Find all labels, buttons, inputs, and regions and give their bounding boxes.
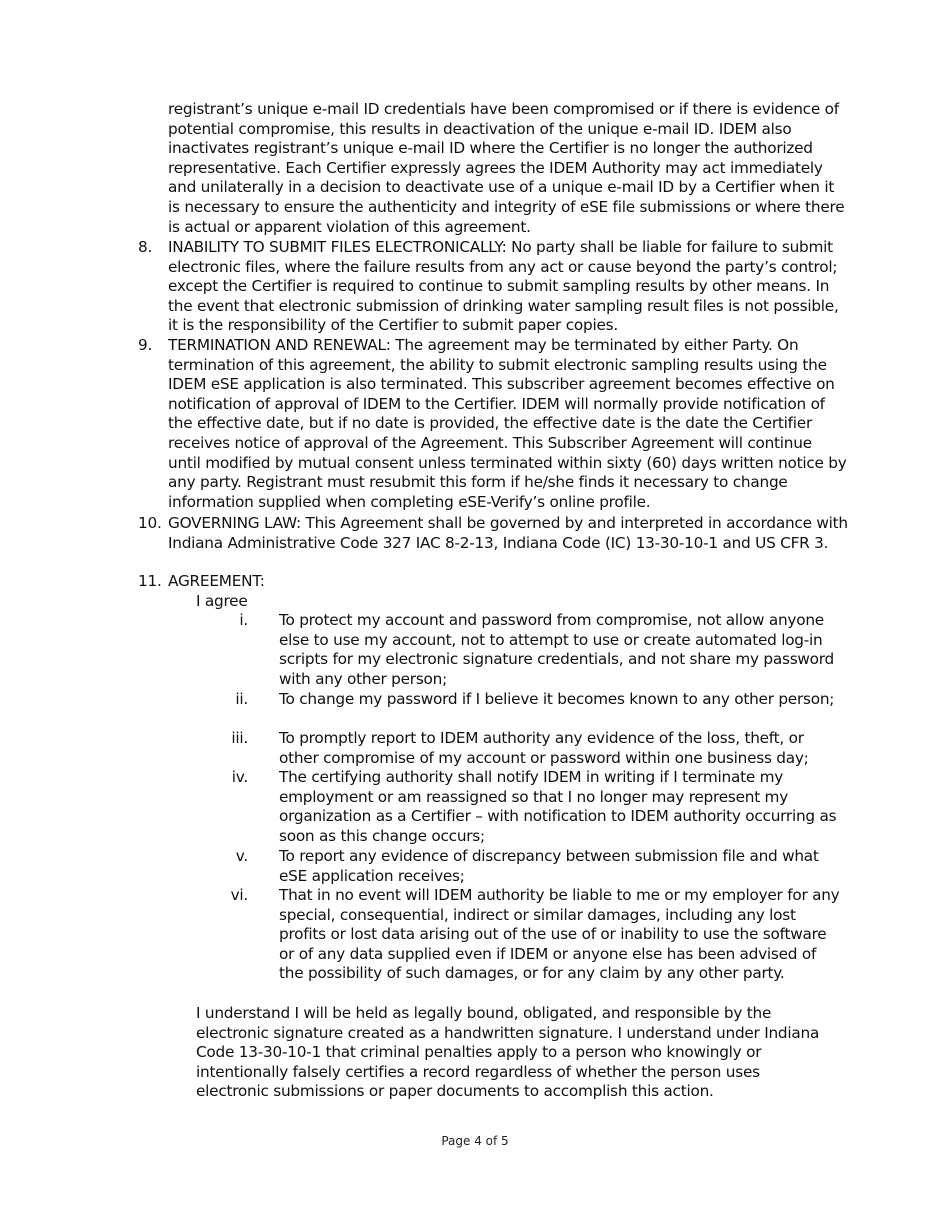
agree-item-v xyxy=(220,847,840,886)
list-number: 9. xyxy=(138,336,153,354)
agree-intro: I agree xyxy=(196,592,248,610)
agree-text: That in no event will IDEM authority be liable to me or my employer for any special, consequential, indirect or similar damages, including any lost profits or lost data arising out of the use of or inability to use the software or of any data supplied even if IDEM or anyone else has been advised of the possibility of such damages, or for any claim by any other party. xyxy=(279,886,840,983)
agree-item-iv xyxy=(220,768,840,846)
list-text: AGREEMENT: xyxy=(168,572,265,590)
list-text: GOVERNING LAW: This Agreement shall be governed by and interpreted in accordance with Indiana Administrative Code 327 IAC 8-2-13, Indiana Code (IC) 13-30-10-1 and US CFR 3. xyxy=(168,514,848,552)
roman-number: iv. xyxy=(231,768,248,786)
list-item-11 xyxy=(138,572,848,592)
list-number: 8. xyxy=(138,238,153,256)
roman-number: i. xyxy=(239,611,248,629)
agree-text: The certifying authority shall notify IDEM in writing if I terminate my employment or am reassigned so that I no longer may represent my organization as a Certifier – with notification to IDEM authority occurring as soon as this change occurs; xyxy=(279,768,837,845)
roman-number: v. xyxy=(235,847,248,865)
list-text: INABILITY TO SUBMIT FILES ELECTRONICALLY: No party shall be liable for failure to submit electronic files, where the failure results from any act or cause beyond the party’s control; except the Certifier is required to continue to submit sampling results by other means. In the event that electronic submission of drinking water sampling result files is not possible, it is the responsibility of the Certifier to submit paper copies. xyxy=(168,238,839,335)
agree-text: To promptly report to IDEM authority any evidence of the loss, theft, or other compromise of my account or password within one business day; xyxy=(279,729,809,767)
list-item-9 xyxy=(138,336,848,512)
closing-paragraph: I understand I will be held as legally bound, obligated, and responsible by the electronic signature created as a handwritten signature. I understand under Indiana Code 13-30-10-1 that criminal penalties apply to a person who knowingly or intentionally falsely certifies a record regardless of whether the person uses electronic submissions or paper documents to accomplish this action. xyxy=(196,1004,820,1101)
continuation-paragraph: registrant’s unique e-mail ID credentials have been compromised or if there is evidence of potential compromise, this results in deactivation of the unique e-mail ID. IDEM also inactivates registrant’s unique e-mail ID where the Certifier is no longer the authorized representative. Each Certifier expressly agrees the IDEM Authority may act immediately and unilaterally in a decision to deactivate use of a unique e-mail ID by a Certifier when it is necessary to ensure the authenticity and integrity of eSE file submissions or where there is actual or apparent violation of this agreement. xyxy=(168,100,845,236)
page-number-footer: Page 4 of 5 xyxy=(441,1134,509,1148)
agree-text: To change my password if I believe it becomes known to any other person; xyxy=(279,690,835,708)
list-item-10 xyxy=(138,514,848,553)
roman-number: ii. xyxy=(235,690,248,708)
list-text: TERMINATION AND RENEWAL: The agreement may be terminated by either Party. On termination of this agreement, the ability to submit electronic sampling results using the IDEM eSE application is also terminated. This subscriber agreement becomes effective on notification of approval of IDEM to the Certifier. IDEM will normally provide notification of the effective date, but if no date is provided, the effective date is the date the Certifier receives notice of approval of the Agreement. This Subscriber Agreement will continue until modified by mutual consent unless terminated within sixty (60) days written notice by any party. Registrant must resubmit this form if he/she finds it necessary to change information supplied when completing eSE-Verify’s online profile. xyxy=(168,336,847,511)
roman-number: vi. xyxy=(230,886,248,904)
agree-item-ii xyxy=(220,690,840,710)
list-item-8 xyxy=(138,238,848,336)
list-number: 11. xyxy=(138,572,162,590)
list-number: 10. xyxy=(138,514,162,532)
agree-item-vi xyxy=(220,886,840,984)
agree-item-i xyxy=(220,611,840,689)
roman-number: iii. xyxy=(231,729,248,747)
agree-text: To report any evidence of discrepancy between submission file and what eSE application receives; xyxy=(279,847,819,885)
agree-item-iii xyxy=(220,729,840,768)
agree-text: To protect my account and password from compromise, not allow anyone else to use my account, not to attempt to use or create automated log-in scripts for my electronic signature credentials, and not share my password with any other person; xyxy=(279,611,835,688)
